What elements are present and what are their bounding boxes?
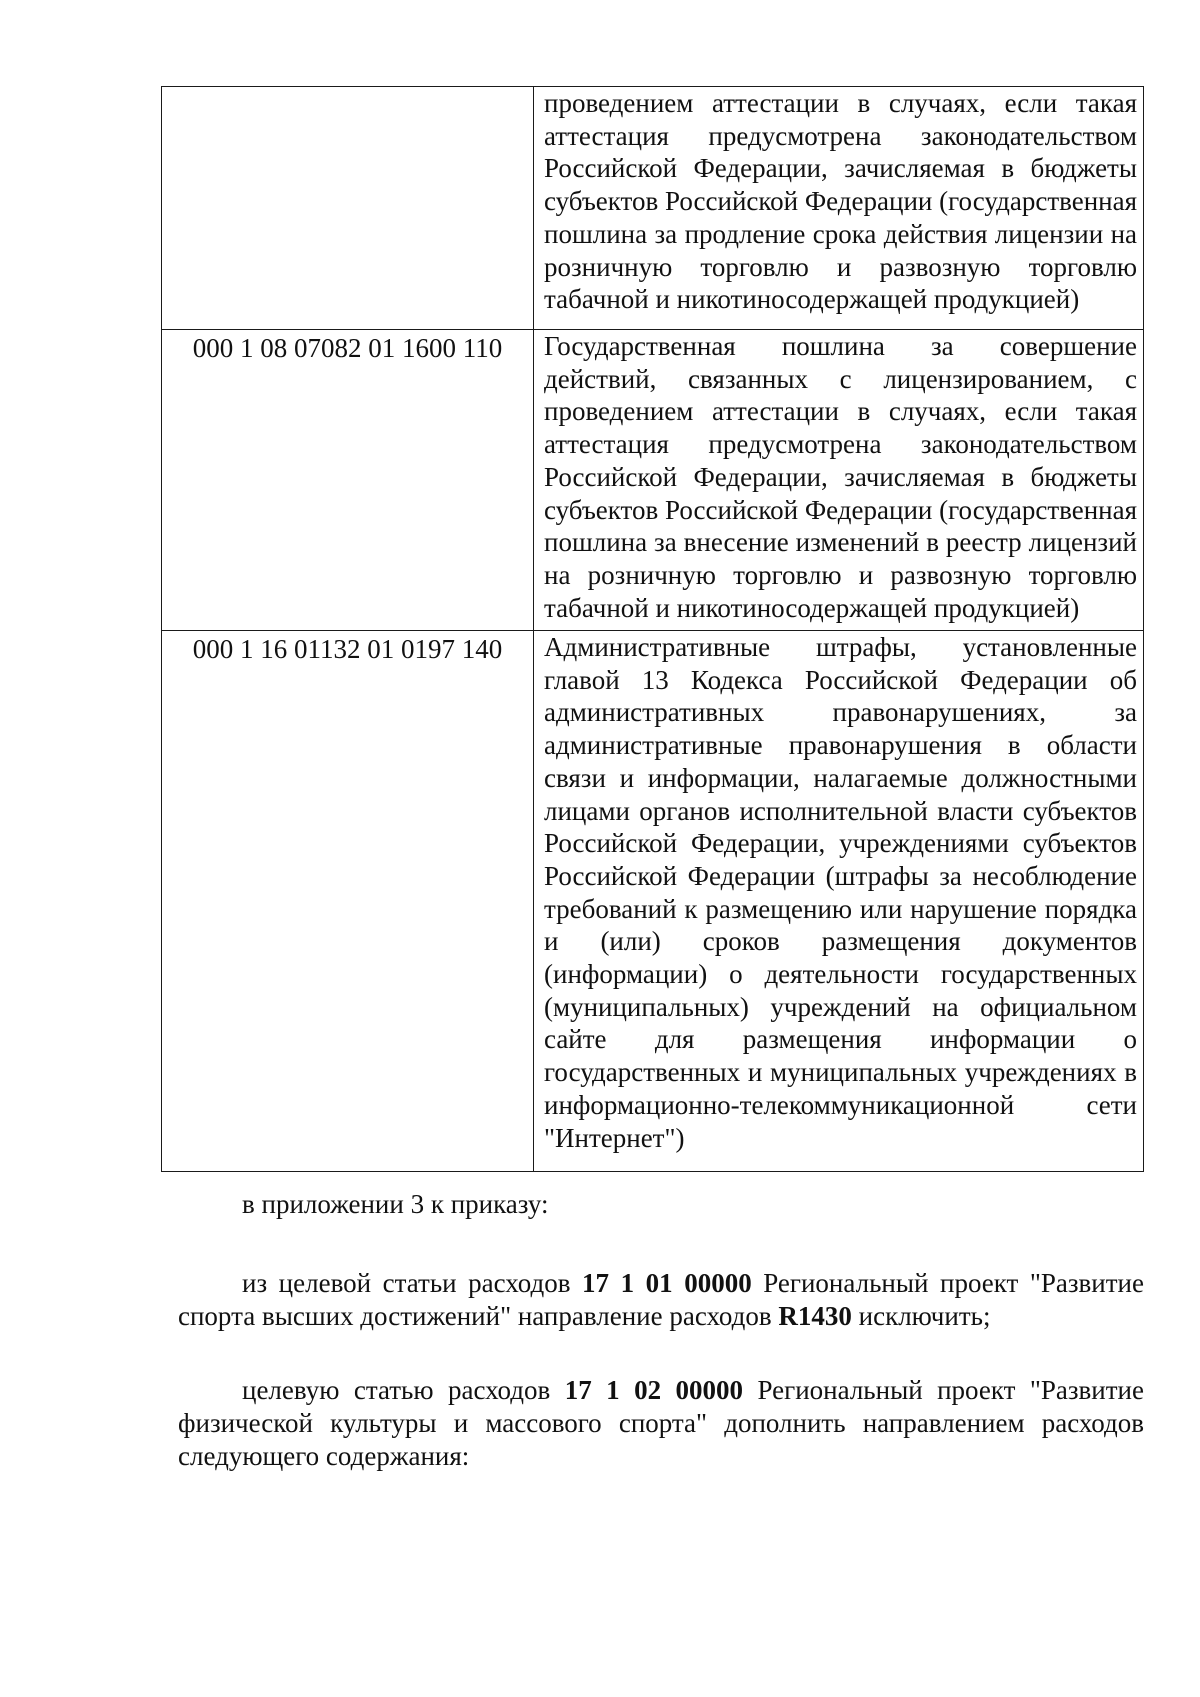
paragraph-text: Региональный проект "Развитие спорта высших достижений" направление расходов (178, 1268, 1144, 1331)
table-row (162, 330, 1144, 631)
budget-codes-table (161, 86, 1144, 1172)
paragraph-text: в приложении 3 к приказу: (242, 1189, 549, 1219)
paragraph-text: Региональный проект "Развитие физической культуры и массового спорта" дополнить направлением расходов следующего содержания: (178, 1375, 1144, 1471)
paragraph-text: целевую статью расходов (242, 1375, 565, 1405)
table-row (162, 87, 1144, 330)
paragraph-exclude-direction (178, 1267, 1144, 1333)
paragraph-text: исключить; (851, 1301, 991, 1331)
paragraph-text: из целевой статьи расходов (242, 1268, 583, 1298)
expense-direction-code: R1430 (778, 1301, 852, 1331)
description-cell: проведением аттестации в случаях, если такая аттестация предусмотрена законодательством Российской Федерации, зачисляемая в бюджеты субъектов Российской Федерации (государственная пошлина за продление срока действия лицензии на розничную торговлю и развозную торговлю табачной и никотиносодержащей продукцией) (534, 87, 1144, 330)
description-cell: Государственная пошлина за совершение действий, связанных с лицензированием, с проведением аттестации в случаях, если такая аттестация предусмотрена законодательством Российской Федерации, зачисляемая в бюджеты субъектов Российской Федерации (государственная пошлина за внесение изменений в реестр лицензий на розничную торговлю и развозную торговлю табачной и никотиносодержащей продукцией) (534, 330, 1144, 631)
description-cell: Административные штрафы, установленные главой 13 Кодекса Российской Федерации об административных правонарушениях, за административные правонарушения в области связи и информации, налагаемые должностными лицами органов исполнительной власти субъектов Российской Федерации, учреждениями субъектов Российской Федерации (штрафы за несоблюдение требований к размещению или нарушение порядка и (или) сроков размещения документов (информации) о деятельности государственных (муниципальных) учреждений на официальном сайте для размещения информации о государственных и муниципальных учреждениях в информационно-телекоммуникационной сети "Интернет") (534, 631, 1144, 1172)
code-cell (162, 87, 534, 330)
paragraph-appendix-3 (178, 1188, 1144, 1221)
target-article-code: 17 1 02 00000 (564, 1375, 744, 1405)
code-cell: 000 1 16 01132 01 0197 140 (162, 631, 534, 1172)
table-row (162, 631, 1144, 1172)
target-article-code: 17 1 01 00000 (582, 1268, 752, 1298)
paragraph-add-direction (178, 1374, 1144, 1473)
code-cell: 000 1 08 07082 01 1600 110 (162, 330, 534, 631)
